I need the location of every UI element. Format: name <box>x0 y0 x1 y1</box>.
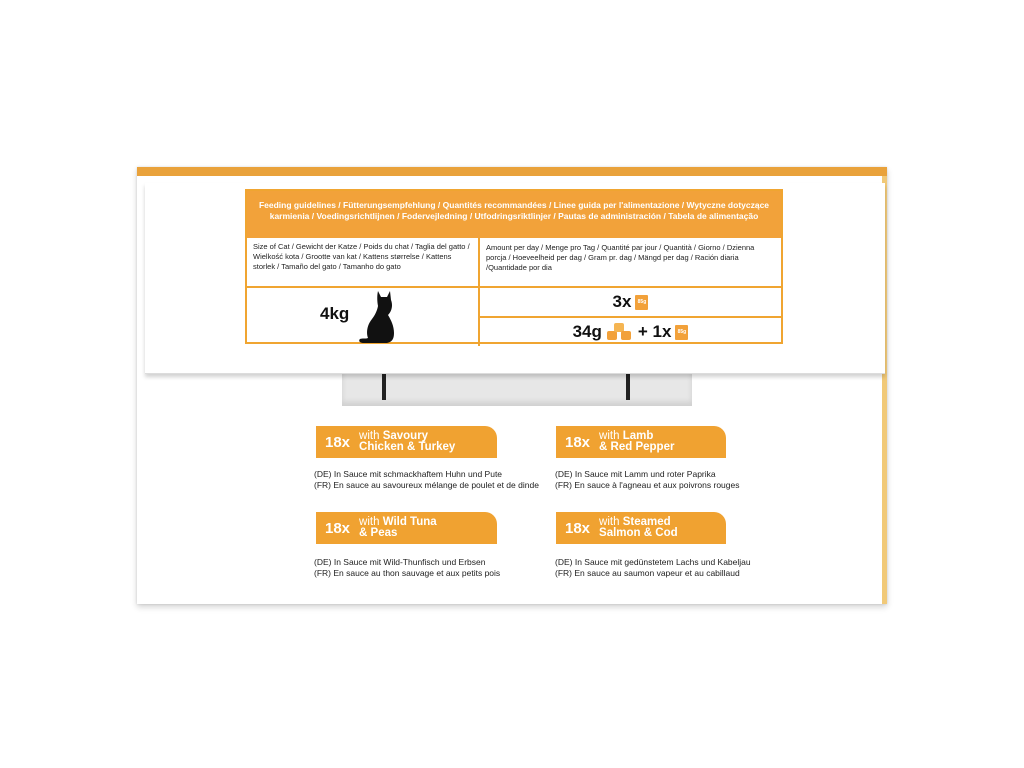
amount-option-2 <box>480 316 781 346</box>
pouch-icon <box>675 325 688 340</box>
variety-description <box>555 557 751 579</box>
description-fr: (FR) En sauce à l'agneau et aux poivrons rouges <box>555 480 740 490</box>
variety-name-line1: Lamb <box>622 429 654 442</box>
description-de: (DE) In Sauce mit Lamm und roter Paprika <box>555 469 716 479</box>
description-de: (DE) In Sauce mit Wild-Thunfisch und Erbsen <box>314 557 486 567</box>
variety-name-line2: Chicken & Turkey <box>359 441 456 453</box>
description-de: (DE) In Sauce mit gedünstetem Lachs und Kabeljau <box>555 557 751 567</box>
variety-quantity: 18x <box>325 433 351 451</box>
size-label: Size of Cat / Gewicht der Katze / Poids du chat / Taglia del gatto / Wielkość kota / Grootte van kat / Kattens størrelse / Kattens storlek / Tamaño del gato / Tamanho do gato <box>247 238 480 286</box>
variety-banner <box>316 426 497 458</box>
variety-with: with <box>599 429 620 442</box>
variety-banner <box>316 512 497 544</box>
variety-with: with <box>359 429 380 442</box>
pouch-icon <box>635 295 648 310</box>
cat-size-cell <box>247 288 480 346</box>
feeding-table-labels <box>247 238 781 288</box>
dry-food-icon <box>606 322 632 342</box>
variety-quantity: 18x <box>325 519 351 537</box>
variety-banner <box>556 426 726 458</box>
variety-name-line1: Wild Tuna <box>382 515 437 528</box>
variety-name-line2: & Peas <box>359 527 398 539</box>
variety-name <box>359 517 437 540</box>
window-divider <box>382 370 386 400</box>
pouch-weight: 85g <box>637 298 647 305</box>
description-de: (DE) In Sauce mit schmackhaftem Huhn und Pute <box>314 469 503 479</box>
variety-quantity: 18x <box>565 433 591 451</box>
description-fr: (FR) En sauce au thon sauvage et aux petits pois <box>314 568 501 578</box>
option1-quantity: 3x <box>612 292 632 311</box>
variety-name-line2: & Red Pepper <box>599 441 675 453</box>
amount-cell <box>480 288 781 346</box>
variety-name-line1: Savoury <box>382 429 429 442</box>
variety-with: with <box>599 515 620 528</box>
feeding-table-values <box>247 288 781 346</box>
feeding-table-header: Feeding guidelines / Fütterungsempfehlung / Quantités recommandées / Linee guida per l'alimentazione / Wytyczne dotyczące karmienia / Voedingsrichtlijnen / Fodervejledning / Utfodringsriktlinjer / Pautas de administración / Tabela de alimentação <box>247 191 781 238</box>
box-top-edge <box>137 167 887 176</box>
variety-name <box>599 517 678 540</box>
description-fr: (FR) En sauce au savoureux mélange de poulet et de dinde <box>314 480 539 490</box>
amount-label: Amount per day / Menge pro Tag / Quantité par jour / Quantità / Giorno / Dzienna porcja / Hoeveelheid per dag / Gram pr. dag / Mängd per dag / Ración diaria /Quantidade por dia <box>486 243 755 272</box>
variety-name <box>599 431 674 454</box>
box-window <box>342 370 692 406</box>
cat-weight: 4kg <box>320 304 350 323</box>
cat-silhouette-icon <box>354 289 400 345</box>
variety-with: with <box>359 515 380 528</box>
variety-name-line1: Steamed <box>622 515 671 528</box>
pouch-weight: 85g <box>677 328 687 335</box>
option2-dry-amount: 34g <box>572 322 602 341</box>
description-fr: (FR) En sauce au saumon vapeur et au cabillaud <box>555 568 740 578</box>
variety-quantity: 18x <box>565 519 591 537</box>
option2-plus-quantity: + 1x <box>637 322 672 341</box>
variety-banner <box>556 512 726 544</box>
variety-description <box>314 469 539 491</box>
variety-name <box>359 431 455 454</box>
window-divider <box>626 370 630 400</box>
amount-option-1 <box>480 288 781 316</box>
variety-name-line2: Salmon & Cod <box>599 527 678 539</box>
variety-description <box>314 557 500 579</box>
variety-description <box>555 469 739 491</box>
feeding-table <box>245 189 783 344</box>
